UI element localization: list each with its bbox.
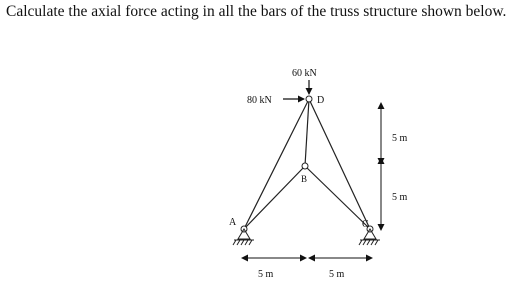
node-a-label: A (229, 217, 237, 228)
node-b-label: B (301, 174, 308, 184)
load-vertical-label: 60 kN (292, 68, 317, 79)
member-bc (305, 166, 370, 229)
question-text: Calculate the axial force acting in all the bars of the truss structure shown below. (6, 3, 507, 20)
node-b-pin (302, 163, 308, 169)
node-d-label: D (317, 95, 325, 106)
member-dc (309, 99, 370, 229)
dim-span-right-label: 5 m (329, 269, 345, 280)
load-horizontal-label: 80 kN (247, 95, 272, 106)
node-c-label: C (362, 219, 369, 230)
node-d-pin (306, 96, 312, 102)
dim-span-left-label: 5 m (258, 269, 274, 280)
dim-height-lower-label: 5 m (392, 192, 408, 203)
member-db (305, 99, 309, 166)
dim-height-upper-label: 5 m (392, 133, 408, 144)
member-ab (244, 166, 308, 229)
member-ad (244, 99, 309, 229)
